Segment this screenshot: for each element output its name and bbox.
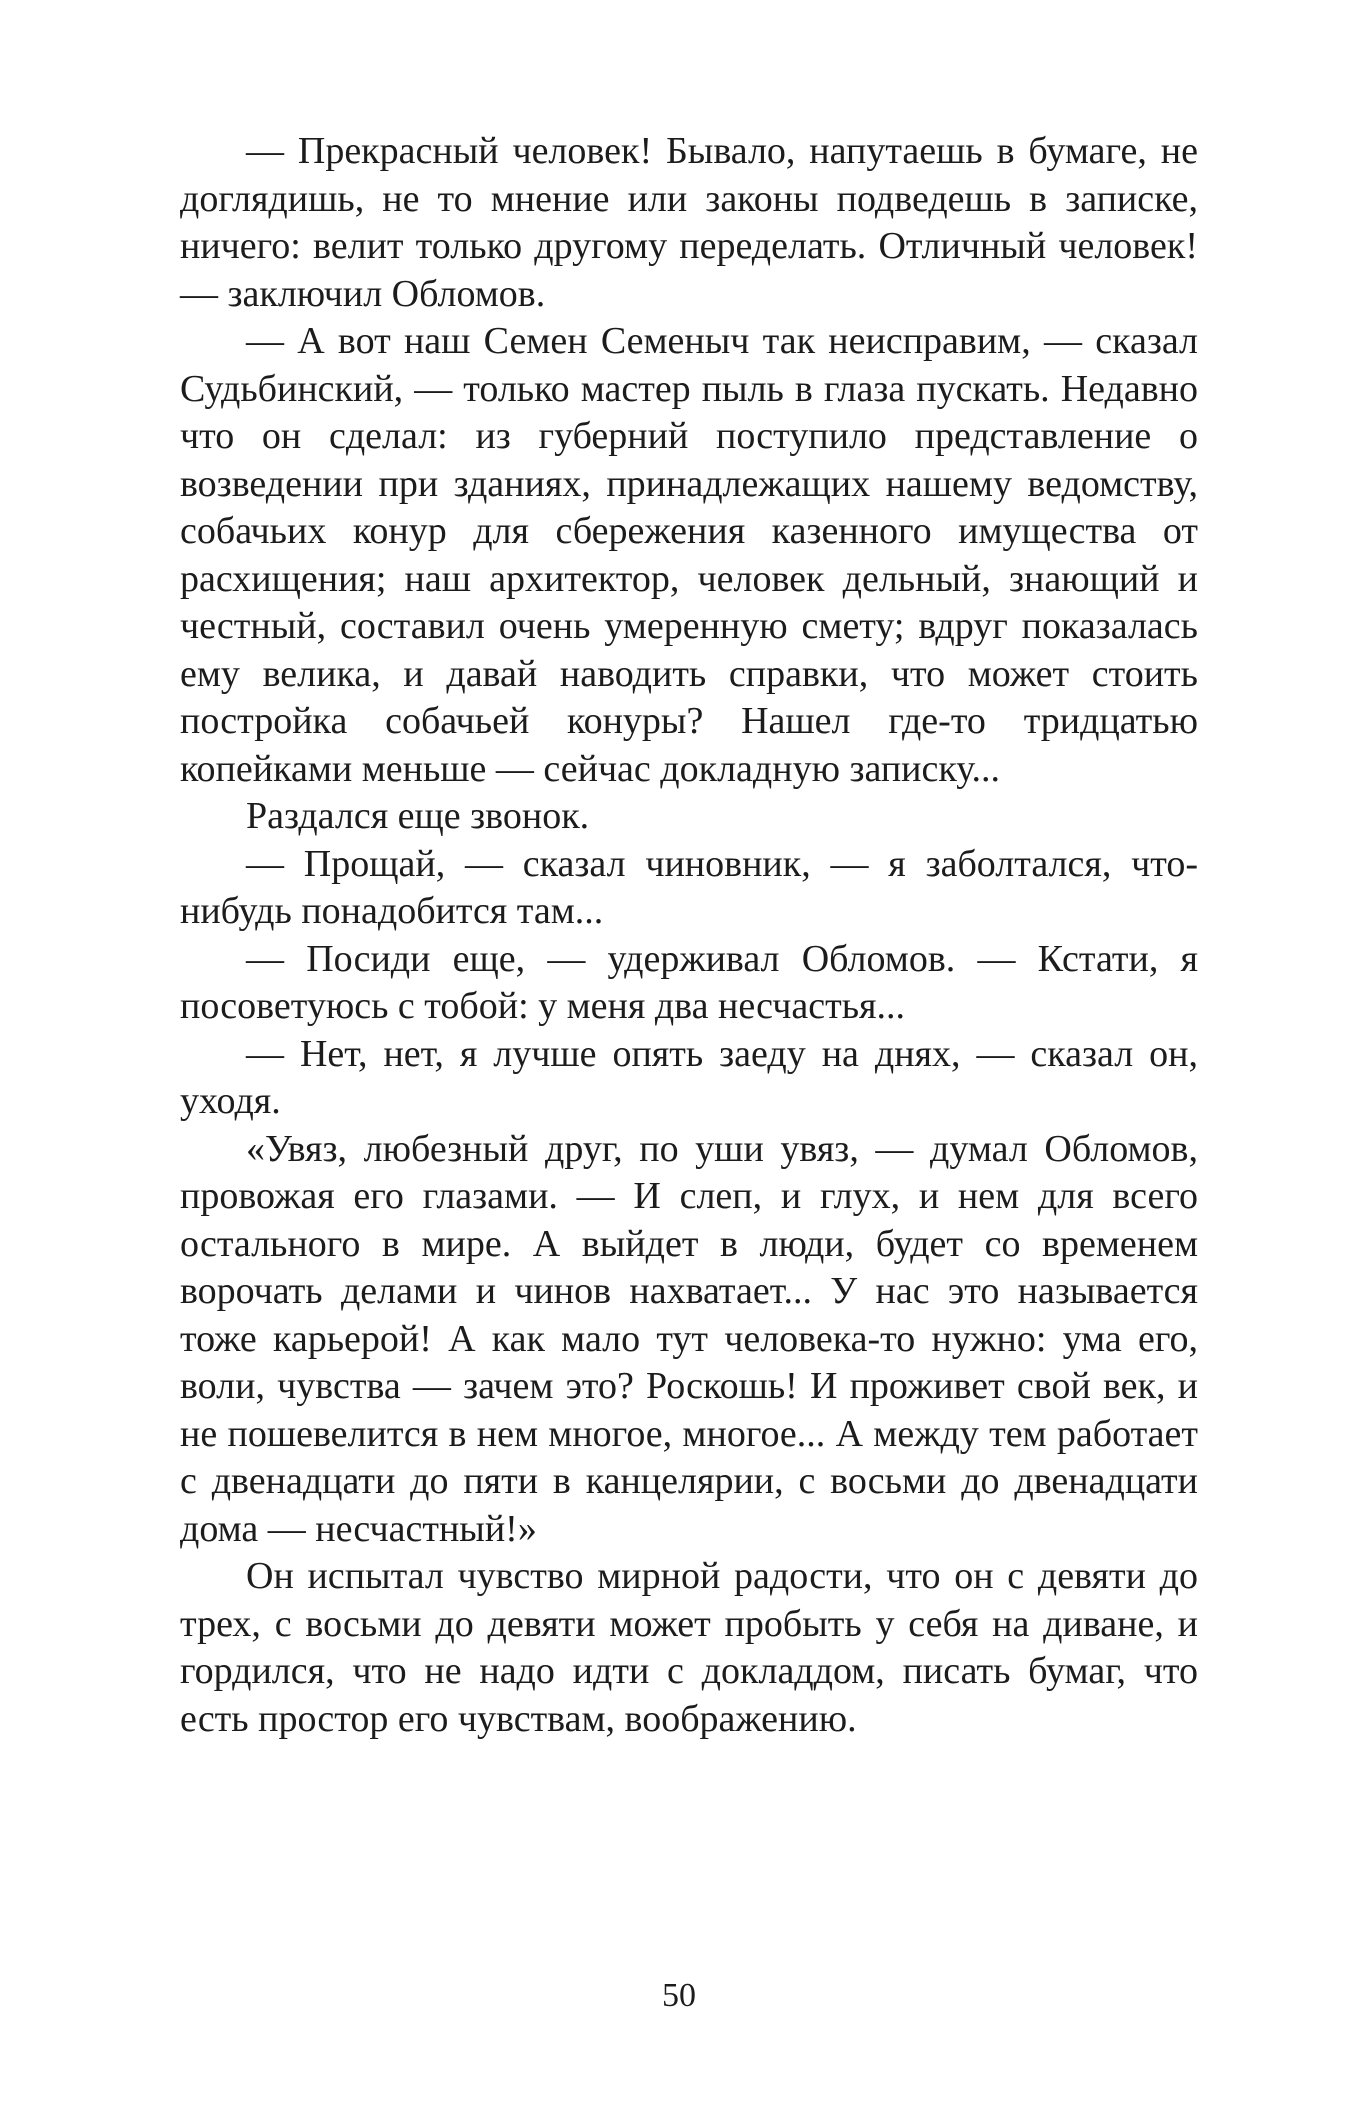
paragraph: Он испытал чувство мирной радости, что он с девяти до трех, с восьми до девяти может пробыть у себя на диване, и гордился, что не надо идти с докладдом, писать бумаг, что есть простор его чувствам, воображению.	[180, 1555, 1198, 1740]
paragraph: — Прекрасный человек! Бывало, напутаешь в бумаге, не доглядишь, не то мнение или законы подведешь в записке, ничего: велит только другому переделать. Отличный человек! — заключил Обломов.	[180, 130, 1198, 315]
paragraph: — А вот наш Семен Семеныч так неисправим, — сказал Судьбинский, — только мастер пыль в глаза пускать. Недавно что он сделал: из губерний поступило представление о возведении при зданиях, принадлежащих нашему ведомству, собачьих конур для сбережения казенного имущества от расхищения; наш архитектор, человек дельный, знающий и честный, составил очень умеренную смету; вдруг показалась ему велика, и давай наводить справки, что может стоить постройка собачьей конуры? Нашел где-то тридцатью копейками меньше — сейчас докладную записку...	[180, 320, 1198, 790]
paragraph: — Посиди еще, — удерживал Обломов. — Кстати, я посоветуюсь с тобой: у меня два несчастья...	[180, 937, 1198, 1027]
paragraph: — Нет, нет, я лучше опять заеду на днях, — сказал он, уходя.	[180, 1032, 1198, 1122]
paragraph: Раздался еще звонок.	[246, 795, 590, 837]
page-number: 50	[662, 1977, 696, 2014]
paragraph: «Увяз, любезный друг, по уши увяз, — думал Обломов, провожая его глазами. — И слеп, и глух, и нем для всего остального в мире. А выйдет в люди, будет со временем ворочать делами и чинов нахватает... У нас это называется тоже карьерой! А как мало тут человека-то нужно: ума его, воли, чувства — зачем это? Роскошь! И проживет свой век, и не пошевелится в нем многое, многое... А между тем работает с двенадцати до пяти в канцелярии, с восьми до двенадцати дома — несчастный!»	[180, 1127, 1198, 1550]
paragraph: — Прощай, — сказал чиновник, — я заболтался, что-нибудь понадобится там...	[180, 842, 1198, 932]
body-text	[180, 128, 1198, 1743]
